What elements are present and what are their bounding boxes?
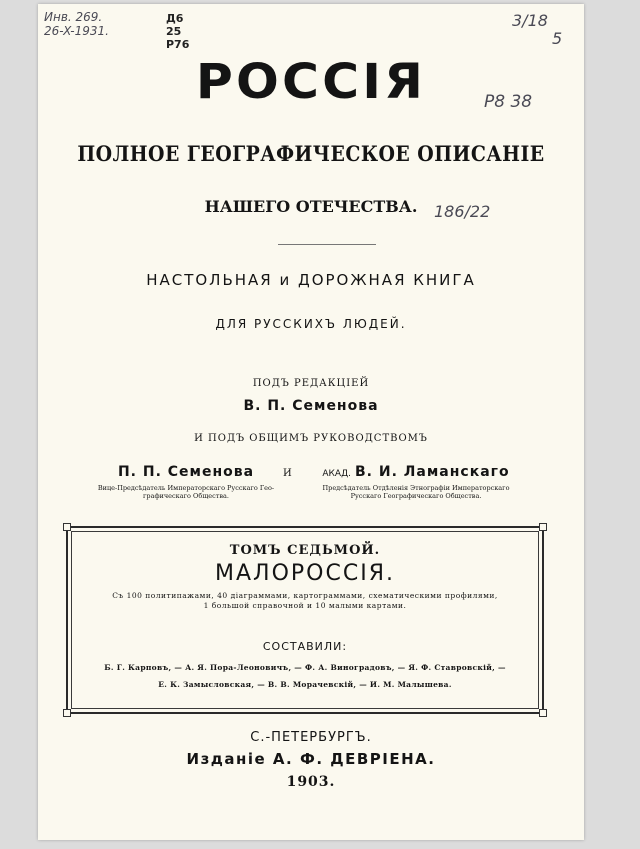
subtitle-line-2: НАШЕГО ОТЕЧЕСТВА. — [204, 197, 418, 216]
corner-note — [512, 12, 562, 48]
editor-caption: ПОДЪ РЕДАКЦІЕЙ — [252, 378, 370, 389]
description-line: Съ 100 политипажами, 40 діаграммами, картограммами, схематическими профилями, — [112, 591, 498, 600]
conjunction: И — [283, 468, 292, 479]
tagline: НАСТОЛЬНАЯ и ДОРОЖНАЯ КНИГА — [146, 271, 476, 289]
role-line: Вице-Предсѣдатель Императорскаго Русскаго Гео- — [97, 484, 275, 492]
frame-corner — [539, 709, 547, 717]
audience-line: ДЛЯ РУССКИХЪ ЛЮДЕЙ. — [215, 317, 407, 331]
academic-title: АКАД. — [322, 469, 351, 479]
shelfmark-line: Р76 — [166, 38, 190, 51]
publication-city: С.-ПЕТЕРБУРГЪ. — [250, 730, 372, 745]
joint-leadership-caption: И ПОДЪ ОБЩИМЪ РУКОВОДСТВОМЪ — [194, 433, 428, 444]
mid-note: Р8 38 — [484, 92, 533, 112]
co-editor-role — [306, 484, 526, 500]
volume-description — [68, 591, 542, 611]
frame-corner — [63, 709, 71, 717]
subtitle-line-1: ПОЛНОЕ ГЕОГРАФИЧЕСКОЕ ОПИСАНІЕ — [77, 141, 545, 166]
role-line: Предсѣдатель Отдѣленія Этнографіи Императорскаго — [322, 484, 510, 492]
role-line: графическаго Общества. — [143, 492, 229, 500]
corner-note-line: 5 — [552, 29, 563, 48]
co-editor-2 — [306, 464, 526, 500]
authors-line: Б. Г. Карповъ, — А. Я. Пора-Леоновичъ, — Ф. А. Виноградовъ, — Я. Ф. Ставровскій, — — [104, 663, 506, 672]
inventory-number: Инв. 269. — [44, 10, 103, 24]
volume-title: МАЛОРОССІЯ. — [215, 561, 395, 586]
role-line: Русскаго Географическаго Общества. — [350, 492, 482, 500]
frame-corner — [63, 523, 71, 531]
co-editor-name: П. П. Семенова — [117, 464, 255, 480]
inventory-date: 26-X-1931. — [44, 24, 109, 38]
co-editor-name — [306, 464, 526, 480]
frame-corner — [539, 523, 547, 531]
volume-frame — [66, 526, 544, 714]
co-editor-1 — [76, 464, 296, 500]
publisher: Изданіе А. Ф. ДЕВРІЕНА. — [186, 750, 436, 768]
inventory-note — [44, 10, 109, 38]
description-line: 1 большой справочной и 10 малыми картами. — [203, 601, 407, 610]
shelfmark-line: Д6 — [166, 12, 184, 25]
editor-name: В. П. Семенова — [243, 398, 379, 414]
co-editor-role — [76, 484, 296, 500]
book-title: РОССІЯ — [195, 54, 427, 110]
co-editor-name-text: В. И. Ламанскаго — [355, 464, 510, 480]
volume-label: ТОМЪ СЕДЬМОЙ. — [229, 543, 381, 558]
divider — [278, 244, 376, 245]
shelfmark-stamp — [166, 12, 189, 51]
side-number-note: 186/22 — [434, 202, 491, 221]
compiled-by-label: СОСТАВИЛИ: — [262, 640, 348, 653]
title-page — [38, 4, 584, 840]
authors-line: Е. К. Замысловская, — В. В. Морачевскій, — И. М. Малышева. — [158, 680, 452, 689]
publication-year: 1903. — [286, 774, 336, 790]
authors-list — [68, 659, 542, 693]
corner-note-line: 3/18 — [512, 11, 548, 30]
shelfmark-line: 25 — [166, 25, 182, 38]
